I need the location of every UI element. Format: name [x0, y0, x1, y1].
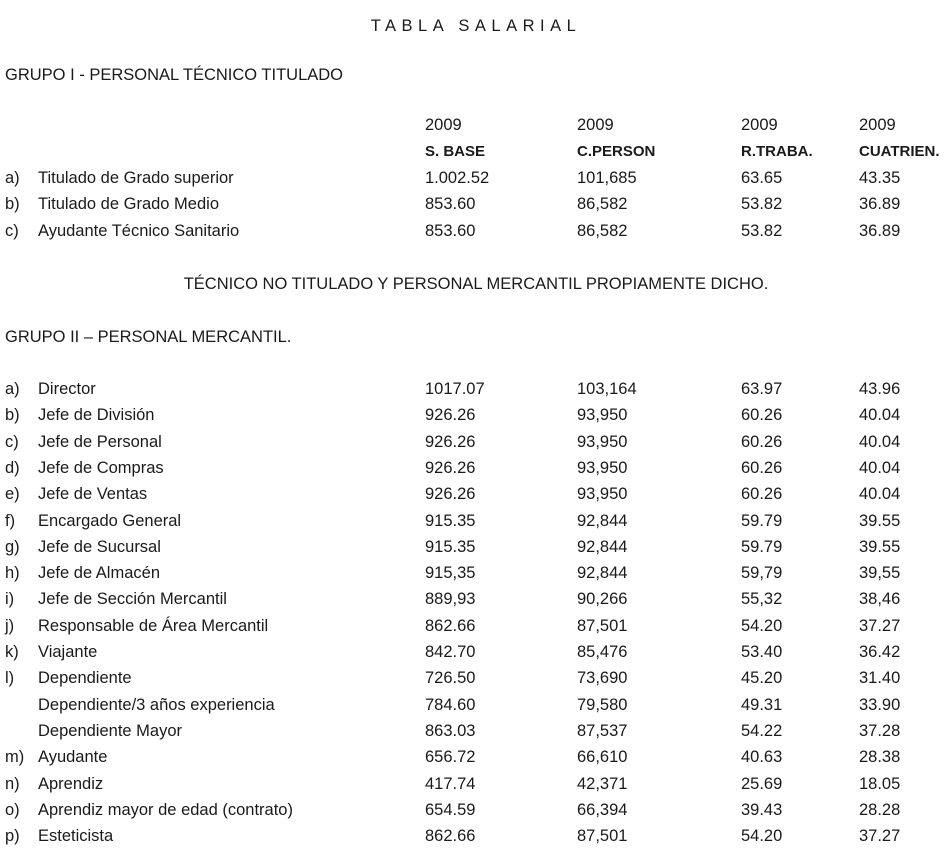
row-category: Aprendiz — [38, 775, 104, 793]
row-c-person: 90,266 — [577, 590, 628, 608]
table-row — [0, 483, 952, 505]
row-s-base: 853.60 — [425, 222, 476, 240]
table-row — [0, 457, 952, 479]
row-c-person: 92,844 — [577, 538, 628, 556]
row-c-person: 87,537 — [577, 722, 628, 740]
column-header-row — [0, 141, 952, 163]
row-cuatrien: 37.28 — [859, 722, 901, 740]
table-row — [0, 510, 952, 532]
row-cuatrien: 39.55 — [859, 512, 901, 530]
row-c-person: 93,950 — [577, 459, 628, 477]
row-s-base: 889,93 — [425, 590, 476, 608]
row-c-person: 92,844 — [577, 512, 628, 530]
row-cuatrien: 43.35 — [859, 169, 901, 187]
row-c-person: 42,371 — [577, 775, 628, 793]
row-s-base: 656.72 — [425, 748, 476, 766]
row-letter: a) — [5, 380, 20, 398]
row-s-base: 1.002.52 — [425, 169, 490, 187]
row-category: Dependiente Mayor — [38, 722, 183, 740]
row-r-traba: 53.82 — [741, 222, 783, 240]
row-c-person: 66,610 — [577, 748, 628, 766]
table-row — [0, 641, 952, 663]
table-row — [0, 404, 952, 426]
table-row — [0, 220, 952, 242]
row-c-person: 85,476 — [577, 643, 628, 661]
row-letter: l) — [5, 669, 15, 687]
row-cuatrien: 40.04 — [859, 485, 901, 503]
row-cuatrien: 40.04 — [859, 406, 901, 424]
row-s-base: 853.60 — [425, 195, 476, 213]
row-letter: m) — [5, 748, 25, 766]
row-r-traba: 59,79 — [741, 564, 783, 582]
table-row — [0, 536, 952, 558]
year-header-row — [0, 114, 952, 136]
row-cuatrien: 33.90 — [859, 696, 901, 714]
row-cuatrien: 31.40 — [859, 669, 901, 687]
row-category: Ayudante — [38, 748, 108, 766]
row-r-traba: 59.79 — [741, 512, 783, 530]
year-cuatrien: 2009 — [859, 116, 896, 134]
document-title: TABLA SALARIAL — [370, 17, 582, 35]
row-r-traba: 25.69 — [741, 775, 783, 793]
column-header-r-traba: R.TRABA. — [741, 143, 813, 160]
row-c-person: 93,950 — [577, 485, 628, 503]
row-category: Director — [38, 380, 96, 398]
row-s-base: 862.66 — [425, 617, 476, 635]
row-c-person: 92,844 — [577, 564, 628, 582]
row-c-person: 87,501 — [577, 827, 628, 845]
year-s-base: 2009 — [425, 116, 462, 134]
row-c-person: 73,690 — [577, 669, 628, 687]
row-r-traba: 49.31 — [741, 696, 783, 714]
row-cuatrien: 36.89 — [859, 195, 901, 213]
row-cuatrien: 37.27 — [859, 827, 901, 845]
table-row — [0, 825, 952, 847]
row-s-base: 926.26 — [425, 406, 476, 424]
row-s-base: 654.59 — [425, 801, 476, 819]
row-letter: o) — [5, 801, 20, 819]
row-c-person: 101,685 — [577, 169, 637, 187]
row-r-traba: 54.22 — [741, 722, 783, 740]
row-category: Jefe de Compras — [38, 459, 164, 477]
column-header-cuatrien: CUATRIEN. — [859, 143, 940, 160]
group1-heading: GRUPO I - PERSONAL TÉCNICO TITULADO — [5, 66, 344, 84]
row-letter: i) — [5, 590, 15, 608]
column-header-s-base: S. BASE — [425, 143, 486, 160]
row-s-base: 926.26 — [425, 459, 476, 477]
row-r-traba: 39.43 — [741, 801, 783, 819]
row-s-base: 784.60 — [425, 696, 476, 714]
group2-heading: GRUPO II – PERSONAL MERCANTIL. — [5, 328, 292, 346]
section-subtitle: TÉCNICO NO TITULADO Y PERSONAL MERCANTIL PROPIAMENTE DICHO. — [183, 275, 769, 293]
row-category: Responsable de Área Mercantil — [38, 617, 269, 635]
row-r-traba: 53.40 — [741, 643, 783, 661]
row-category: Dependiente — [38, 669, 132, 687]
row-category: Jefe de Sección Mercantil — [38, 590, 227, 608]
row-category: Jefe de Ventas — [38, 485, 148, 503]
row-s-base: 926.26 — [425, 433, 476, 451]
row-category: Aprendiz mayor de edad (contrato) — [38, 801, 293, 819]
row-letter: h) — [5, 564, 20, 582]
row-r-traba: 63.97 — [741, 380, 783, 398]
row-category: Titulado de Grado superior — [38, 169, 234, 187]
row-category: Jefe de Sucursal — [38, 538, 161, 556]
row-letter: g) — [5, 538, 20, 556]
row-letter: b) — [5, 195, 20, 213]
row-r-traba: 60.26 — [741, 406, 783, 424]
row-letter: a) — [5, 169, 20, 187]
row-c-person: 93,950 — [577, 433, 628, 451]
row-s-base: 1017.07 — [425, 380, 485, 398]
row-category: Dependiente/3 años experiencia — [38, 696, 275, 714]
table-row — [0, 694, 952, 716]
row-r-traba: 54.20 — [741, 827, 783, 845]
row-category: Viajante — [38, 643, 98, 661]
row-r-traba: 59.79 — [741, 538, 783, 556]
table-row — [0, 720, 952, 742]
row-r-traba: 63.65 — [741, 169, 783, 187]
row-cuatrien: 43.96 — [859, 380, 901, 398]
row-c-person: 103,164 — [577, 380, 637, 398]
table-row — [0, 431, 952, 453]
row-s-base: 862.66 — [425, 827, 476, 845]
row-letter: c) — [5, 222, 19, 240]
row-letter: c) — [5, 433, 19, 451]
table-row — [0, 615, 952, 637]
row-letter: p) — [5, 827, 20, 845]
row-category: Esteticista — [38, 827, 114, 845]
row-cuatrien: 18.05 — [859, 775, 901, 793]
table-row — [0, 799, 952, 821]
row-s-base: 726.50 — [425, 669, 476, 687]
row-cuatrien: 39.55 — [859, 538, 901, 556]
row-s-base: 926.26 — [425, 485, 476, 503]
row-c-person: 79,580 — [577, 696, 628, 714]
row-letter: d) — [5, 459, 20, 477]
table-row — [0, 588, 952, 610]
year-r-traba: 2009 — [741, 116, 778, 134]
row-letter: k) — [5, 643, 19, 661]
row-r-traba: 40.63 — [741, 748, 783, 766]
table-row — [0, 193, 952, 215]
table-row — [0, 773, 952, 795]
row-r-traba: 60.26 — [741, 485, 783, 503]
row-c-person: 66,394 — [577, 801, 628, 819]
row-s-base: 417.74 — [425, 775, 476, 793]
table-row — [0, 746, 952, 768]
row-category: Jefe de Almacén — [38, 564, 160, 582]
column-header-c-person: C.PERSON — [577, 143, 656, 160]
row-cuatrien: 28.28 — [859, 801, 901, 819]
row-r-traba: 45.20 — [741, 669, 783, 687]
row-cuatrien: 40.04 — [859, 459, 901, 477]
row-letter: n) — [5, 775, 20, 793]
row-cuatrien: 39,55 — [859, 564, 901, 582]
row-category: Jefe de División — [38, 406, 155, 424]
row-r-traba: 54.20 — [741, 617, 783, 635]
row-r-traba: 55,32 — [741, 590, 783, 608]
row-cuatrien: 28.38 — [859, 748, 901, 766]
row-s-base: 915.35 — [425, 538, 476, 556]
row-r-traba: 53.82 — [741, 195, 783, 213]
row-cuatrien: 36.42 — [859, 643, 901, 661]
row-c-person: 86,582 — [577, 222, 628, 240]
row-letter: f) — [5, 512, 16, 530]
row-r-traba: 60.26 — [741, 433, 783, 451]
row-cuatrien: 40.04 — [859, 433, 901, 451]
row-category: Ayudante Técnico Sanitario — [38, 222, 240, 240]
row-letter: b) — [5, 406, 20, 424]
row-cuatrien: 37.27 — [859, 617, 901, 635]
row-cuatrien: 38,46 — [859, 590, 901, 608]
row-c-person: 93,950 — [577, 406, 628, 424]
table-row — [0, 378, 952, 400]
row-s-base: 915,35 — [425, 564, 476, 582]
row-s-base: 915.35 — [425, 512, 476, 530]
table-row — [0, 667, 952, 689]
row-category: Encargado General — [38, 512, 182, 530]
year-c-person: 2009 — [577, 116, 614, 134]
row-category: Titulado de Grado Medio — [38, 195, 219, 213]
row-c-person: 87,501 — [577, 617, 628, 635]
row-letter: j) — [5, 617, 15, 635]
row-cuatrien: 36.89 — [859, 222, 901, 240]
row-category: Jefe de Personal — [38, 433, 162, 451]
row-letter: e) — [5, 485, 20, 503]
row-r-traba: 60.26 — [741, 459, 783, 477]
table-row — [0, 167, 952, 189]
table-row — [0, 562, 952, 584]
row-s-base: 842.70 — [425, 643, 476, 661]
row-s-base: 863.03 — [425, 722, 476, 740]
row-c-person: 86,582 — [577, 195, 628, 213]
